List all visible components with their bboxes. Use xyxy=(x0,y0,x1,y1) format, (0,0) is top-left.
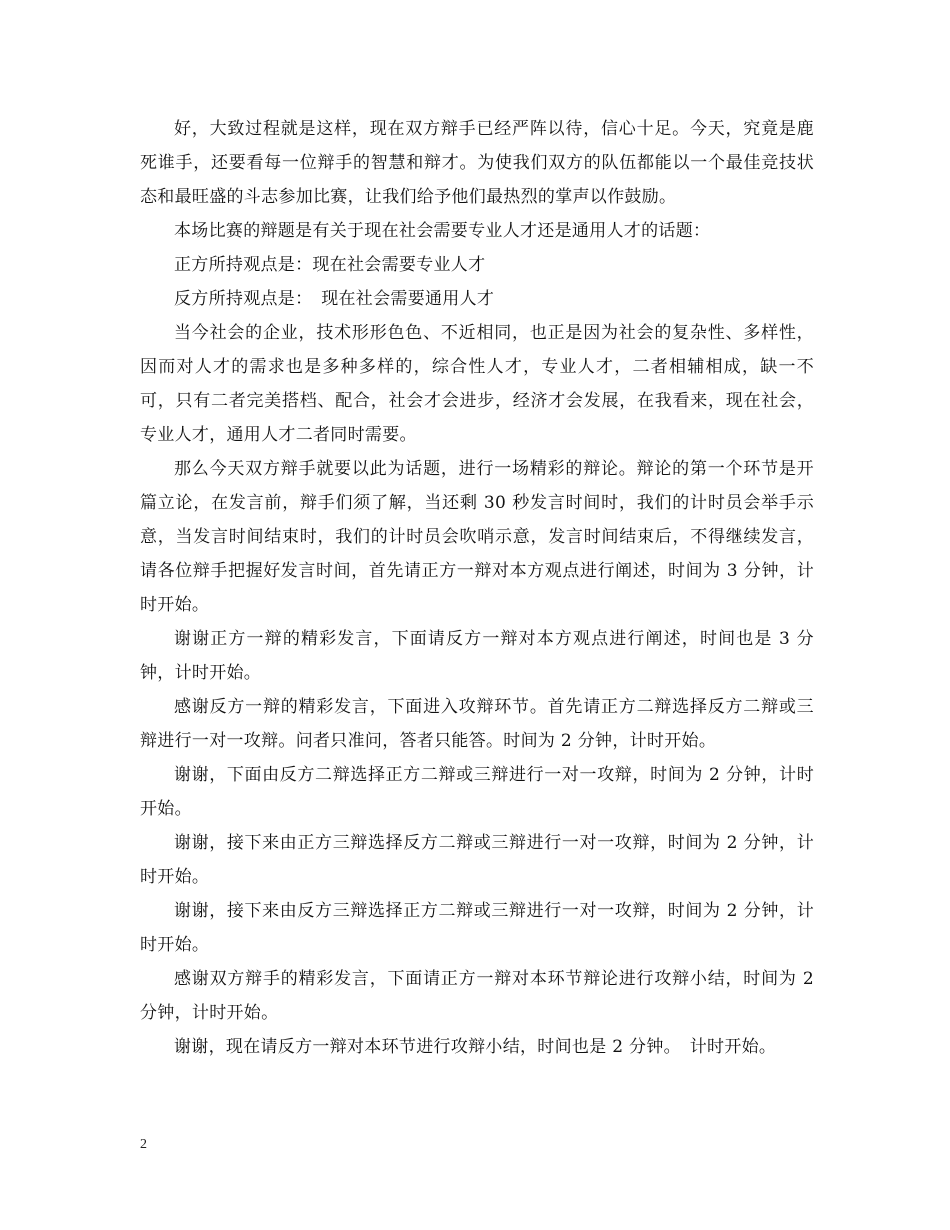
paragraph-4: 反方所持观点是： 现在社会需要通用人才 xyxy=(174,289,495,309)
paragraph-5: 当今社会的企业，技术形形色色、不近相同，也正是因为社会的复杂性、多样性，因而对人才的需求也是多种多样的，综合性人才，专业人才，二者相辅相成，缺一不可，只有二者完美搭档、配合，社会才会进步，经济才会发展，在我看来，现在社会，专业人才，通用人才二者同时需要。 xyxy=(140,323,814,445)
page-number: 2 xyxy=(140,1137,147,1152)
paragraph-13: 谢谢，现在请反方一辩对本环节进行攻辩小结，时间也是 2 分钟。 计时开始。 xyxy=(174,1037,777,1057)
paragraph-3: 正方所持观点是：现在社会需要专业人才 xyxy=(174,255,486,275)
paragraph-1: 好，大致过程就是这样，现在双方辩手已经严阵以待，信心十足。今天，究竟是鹿死谁手，还要看每一位辩手的智慧和辩才。为使我们双方的队伍都能以一个最佳竞技状态和最旺盛的斗志参加比赛，让我们给予他们最热烈的掌声以作鼓励。 xyxy=(140,119,814,207)
paragraph-7: 谢谢正方一辩的精彩发言，下面请反方一辩对本方观点进行阐述，时间也是 3 分钟，计时开始。 xyxy=(140,629,814,683)
paragraph-2: 本场比赛的辩题是有关于现在社会需要专业人才还是通用人才的话题： xyxy=(174,221,711,241)
paragraph-9: 谢谢，下面由反方二辩选择正方二辩或三辩进行一对一攻辩，时间为 2 分钟，计时开始。 xyxy=(140,765,814,819)
paragraph-8: 感谢反方一辩的精彩发言，下面进入攻辩环节。首先请正方二辩选择反方二辩或三辩进行一对一攻辩。问者只准问，答者只能答。时间为 2 分钟，计时开始。 xyxy=(140,697,814,751)
paragraph-11: 谢谢，接下来由反方三辩选择正方二辩或三辩进行一对一攻辩，时间为 2 分钟，计时开始。 xyxy=(140,901,814,955)
paragraph-12: 感谢双方辩手的精彩发言，下面请正方一辩对本环节辩论进行攻辩小结，时间为 2 分钟，计时开始。 xyxy=(140,969,814,1023)
paragraph-10: 谢谢，接下来由正方三辩选择反方二辩或三辩进行一对一攻辩，时间为 2 分钟，计时开始。 xyxy=(140,833,814,887)
body-text xyxy=(140,112,814,1064)
paragraph-6: 那么今天双方辩手就要以此为话题，进行一场精彩的辩论。辩论的第一个环节是开篇立论，在发言前，辩手们须了解，当还剩 30 秒发言时间时，我们的计时员会举手示意，当发言时间结束时，我们的计时员会吹哨示意，发言时间结束后，不得继续发言，请各位辩手把握好发言时间，首先请正方一辩对本方观点进行阐述，时间为 3 分钟，计时开始。 xyxy=(140,459,814,615)
